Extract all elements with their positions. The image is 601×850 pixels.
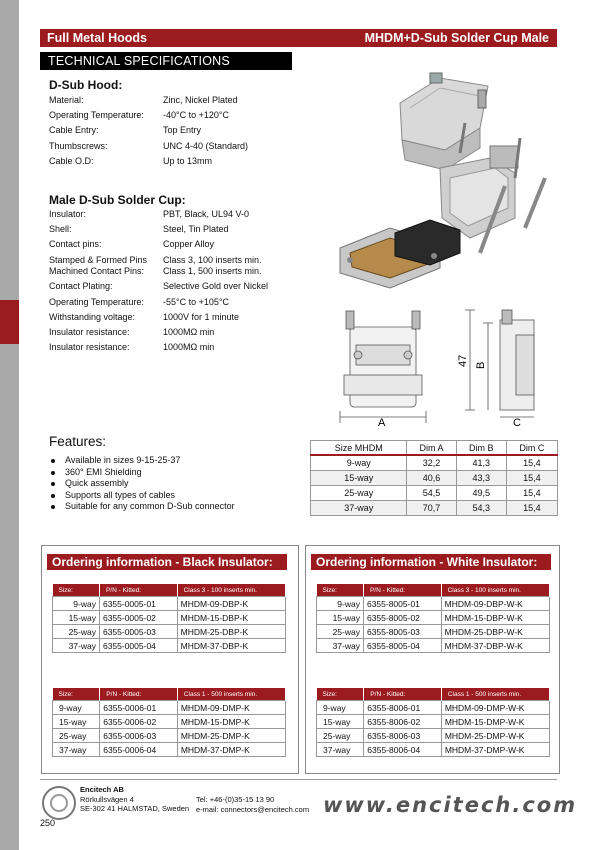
- dim-cell: 15,4: [506, 486, 557, 501]
- dim-label-b: B: [475, 361, 487, 369]
- order-cell: MHDM-37-DMP-K: [177, 743, 285, 757]
- table-row: [317, 639, 550, 653]
- header-category: Full Metal Hoods: [47, 31, 147, 45]
- order-cell: 6355-0005-04: [99, 639, 177, 653]
- order-cell: 9-way: [53, 597, 100, 611]
- dim-cell: 41,3: [456, 455, 506, 471]
- table-row: [53, 597, 286, 611]
- dim-cell: 15,4: [506, 455, 557, 471]
- spec-key: Operating Temperature:: [49, 110, 144, 121]
- dim-cell: 54,3: [456, 501, 506, 516]
- order-cell: 15-way: [53, 715, 100, 729]
- order-cell: 25-way: [317, 729, 364, 743]
- spec-value: -40°C to +120°C: [163, 110, 229, 121]
- order-header: Size:: [53, 688, 100, 701]
- order-header: P/N - Kitted:: [99, 584, 177, 597]
- dim-cell: 49,5: [456, 486, 506, 501]
- dimension-drawing: [330, 305, 560, 430]
- order-cell: 6355-8006-04: [364, 743, 442, 757]
- sidebar-gray-top: [0, 0, 19, 300]
- order-header: Size:: [317, 688, 364, 701]
- order-cell: 6355-0006-01: [100, 701, 178, 715]
- page-number: 250: [40, 818, 56, 828]
- spec-key: Operating Temperature:: [49, 296, 144, 307]
- hood-shell-illustration: [400, 73, 488, 170]
- order-cell: MHDM-25-DMP-K: [177, 729, 285, 743]
- footer-contact: [196, 795, 309, 814]
- order-white-box: [305, 545, 560, 774]
- table-row: [317, 729, 550, 743]
- order-header: Size:: [317, 584, 364, 597]
- dim-header: Dim A: [407, 441, 456, 456]
- spec-key: Stamped & Formed Pins: [49, 254, 148, 265]
- order-cell: MHDM-37-DBP-W-K: [441, 639, 549, 653]
- spec-key: Insulator:: [49, 209, 87, 219]
- footer-tel: Tel: +46-(0)35-15 13 90: [196, 795, 275, 804]
- cup-title: Male D-Sub Solder Cup:: [49, 193, 186, 207]
- order-cell: MHDM-15-DBP-K: [177, 611, 285, 625]
- table-row: [317, 715, 550, 729]
- order-cell: MHDM-15-DMP-W-K: [441, 715, 549, 729]
- header-bar: [40, 29, 557, 47]
- table-row: [53, 611, 286, 625]
- table-row: [311, 486, 558, 501]
- spec-value: Steel, Tin Plated: [163, 224, 229, 235]
- spec-value: PBT, Black, UL94 V-0: [163, 209, 250, 219]
- order-cell: 6355-0005-03: [99, 625, 177, 639]
- feature-item: Supports all types of cables: [49, 490, 235, 502]
- dim-cell: 9-way: [311, 455, 407, 471]
- order-cell: 6355-8005-02: [363, 611, 441, 625]
- table-row: [53, 715, 286, 729]
- feature-item: Quick assembly: [49, 478, 235, 490]
- footer-divider: [40, 779, 557, 780]
- spec-key: Withstanding voltage:: [49, 311, 136, 322]
- spec-value: UNC 4-40 (Standard): [163, 140, 249, 151]
- order-cell: 15-way: [53, 611, 100, 625]
- order-cell: MHDM-15-DBP-W-K: [441, 611, 549, 625]
- certification-seal-icon: [42, 786, 76, 820]
- order-cell: 9-way: [317, 701, 364, 715]
- order-white-title-bar: [311, 554, 551, 570]
- order-cell: 25-way: [317, 625, 364, 639]
- order-cell: MHDM-09-DBP-W-K: [441, 597, 549, 611]
- spec-key: Material:: [49, 95, 84, 105]
- spec-value: Class 1, 500 inserts min.: [163, 266, 262, 277]
- dimension-table: [310, 440, 558, 516]
- order-cell: 6355-0006-04: [100, 743, 178, 757]
- table-row: [53, 729, 286, 743]
- dim-header: Size MHDM: [311, 441, 407, 456]
- table-row: [53, 701, 286, 715]
- footer-street: Rörkullsvägen 4: [80, 794, 134, 804]
- order-black-class3-table: [52, 584, 286, 653]
- order-cell: MHDM-09-DBP-K: [177, 597, 285, 611]
- website-wordmark[interactable]: www.encitech.com: [323, 793, 578, 817]
- dim-cell: 32,2: [407, 455, 456, 471]
- dim-cell: 15,4: [506, 501, 557, 516]
- dim-cell: 15-way: [311, 471, 407, 486]
- order-cell: 6355-0006-02: [100, 715, 178, 729]
- order-cell: MHDM-15-DMP-K: [177, 715, 285, 729]
- table-row: [53, 625, 286, 639]
- dim-cell: 70,7: [407, 501, 456, 516]
- order-cell: 6355-0006-03: [100, 729, 178, 743]
- spec-value: Class 3, 100 inserts min.: [163, 254, 262, 265]
- dim-cell: 15,4: [506, 471, 557, 486]
- section-title: TECHNICAL SPECIFICATIONS: [48, 54, 230, 68]
- order-cell: 37-way: [317, 743, 364, 757]
- order-cell: 25-way: [53, 729, 100, 743]
- table-row: [317, 625, 550, 639]
- order-cell: MHDM-25-DMP-W-K: [441, 729, 549, 743]
- order-header: P/N - Kitted:: [363, 584, 441, 597]
- table-row: [311, 501, 558, 516]
- table-row: [317, 611, 550, 625]
- order-cell: MHDM-09-DMP-K: [177, 701, 285, 715]
- table-row: [317, 743, 550, 757]
- order-header: Class 1 - 500 inserts min.: [441, 688, 549, 701]
- dim-cell: 43,3: [456, 471, 506, 486]
- order-cell: 6355-8005-01: [363, 597, 441, 611]
- order-cell: MHDM-09-DMP-W-K: [441, 701, 549, 715]
- header-product: MHDM+D-Sub Solder Cup Male: [364, 31, 549, 45]
- dim-cell: 25-way: [311, 486, 407, 501]
- spec-key: Insulator resistance:: [49, 342, 130, 353]
- order-white-class3-table: [316, 584, 550, 653]
- spec-key: Machined Contact Pins:: [49, 266, 145, 277]
- feature-item: Suitable for any common D-Sub connector: [49, 501, 235, 513]
- spec-key: Insulator resistance:: [49, 326, 130, 337]
- order-cell: 37-way: [317, 639, 364, 653]
- table-row: [317, 597, 550, 611]
- sidebar-gray-bottom: [0, 344, 19, 850]
- spec-key: Thumbscrews:: [49, 140, 108, 151]
- spec-value: Top Entry: [163, 125, 202, 136]
- spec-key: Cable Entry:: [49, 125, 99, 136]
- spec-value: 1000MΩ min: [163, 342, 215, 353]
- product-photo: [330, 68, 560, 293]
- dim-label-a: A: [378, 417, 386, 429]
- order-header: Class 3 - 100 inserts min.: [177, 584, 285, 597]
- order-cell: MHDM-37-DBP-K: [177, 639, 285, 653]
- order-cell: MHDM-25-DBP-W-K: [441, 625, 549, 639]
- spec-value: Up to 13mm: [163, 155, 213, 166]
- dim-cell: 40,6: [407, 471, 456, 486]
- dsub-male-connector-illustration: [340, 220, 460, 288]
- table-row: [53, 639, 286, 653]
- order-cell: 37-way: [53, 743, 100, 757]
- order-cell: 6355-8005-03: [363, 625, 441, 639]
- dim-label-47: 47: [457, 354, 469, 367]
- dim-label-c: C: [513, 417, 521, 429]
- spec-key: Contact Plating:: [49, 281, 113, 292]
- spec-key: Contact pins:: [49, 239, 102, 250]
- spec-value: 1000MΩ min: [163, 326, 215, 337]
- table-row: [311, 471, 558, 486]
- features-title: Features:: [49, 434, 107, 449]
- order-black-title-bar: [47, 554, 287, 570]
- section-title-bar: [40, 52, 292, 70]
- table-row: [53, 743, 286, 757]
- hood-title: D-Sub Hood:: [49, 78, 123, 92]
- order-cell: 6355-0005-01: [99, 597, 177, 611]
- order-cell: 6355-8005-04: [363, 639, 441, 653]
- order-header: Class 1 - 500 inserts min.: [177, 688, 285, 701]
- order-black-title: Ordering information - Black Insulator:: [52, 555, 273, 569]
- order-header: Size:: [53, 584, 100, 597]
- order-cell: 9-way: [53, 701, 100, 715]
- footer-city: SE-302 41 HALMSTAD, Sweden: [80, 804, 190, 813]
- order-cell: 37-way: [53, 639, 100, 653]
- order-cell: MHDM-37-DMP-W-K: [441, 743, 549, 757]
- spec-value: Zinc, Nickel Plated: [163, 95, 238, 105]
- order-cell: 9-way: [317, 597, 364, 611]
- order-cell: MHDM-25-DBP-K: [177, 625, 285, 639]
- dim-header: Dim C: [506, 441, 557, 456]
- spec-value: -55°C to +105°C: [163, 296, 229, 307]
- spec-value: Copper Alloy: [163, 239, 215, 250]
- order-cell: 6355-8006-03: [364, 729, 442, 743]
- spec-value: 1000V for 1 minute: [163, 311, 240, 322]
- table-row: [317, 701, 550, 715]
- order-white-title: Ordering information - White Insulator:: [316, 555, 538, 569]
- spec-value: Selective Gold over Nickel: [163, 281, 269, 292]
- footer-address: [80, 785, 189, 814]
- order-black-class1-table: [52, 688, 286, 757]
- sidebar-red-marker: [0, 300, 19, 344]
- table-row: [311, 455, 558, 471]
- feature-item: 360° EMI Shielding: [49, 467, 235, 479]
- spec-key: Shell:: [49, 224, 72, 235]
- order-cell: 6355-8006-02: [364, 715, 442, 729]
- order-white-class1-table: [316, 688, 550, 757]
- order-black-box: [41, 545, 299, 774]
- footer-email[interactable]: e-mail: connectors@encitech.com: [196, 804, 310, 814]
- order-header: P/N - Kitted:: [364, 688, 442, 701]
- footer-company: Encitech AB: [80, 785, 124, 794]
- order-cell: 15-way: [317, 611, 364, 625]
- feature-item: Available in sizes 9-15-25-37: [49, 455, 235, 467]
- order-header: P/N - Kitted:: [100, 688, 178, 701]
- order-cell: 6355-0005-02: [99, 611, 177, 625]
- dim-cell: 37-way: [311, 501, 407, 516]
- features-list: [49, 455, 235, 513]
- order-cell: 6355-8006-01: [364, 701, 442, 715]
- spec-key: Cable O.D:: [49, 155, 94, 166]
- order-cell: 15-way: [317, 715, 364, 729]
- order-cell: 25-way: [53, 625, 100, 639]
- dim-header: Dim B: [456, 441, 506, 456]
- order-header: Class 3 - 100 inserts min.: [441, 584, 549, 597]
- dim-cell: 54,5: [407, 486, 456, 501]
